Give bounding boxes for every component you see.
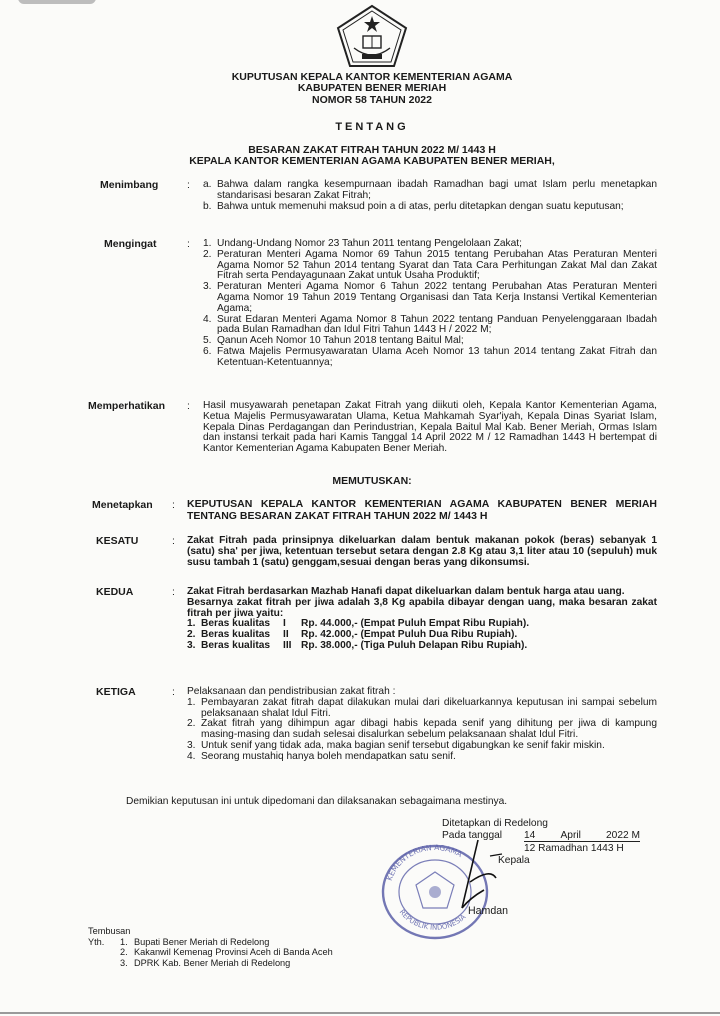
ditetapkan-place: Ditetapkan di Redelong [442, 818, 548, 829]
stamp-bottom-text: REPUBLIK INDONESIA [397, 908, 468, 932]
list-item: 5. Qanun Aceh Nomor 10 Tahun 2018 tentang Baitul Mal; [203, 335, 464, 347]
closing-statement: Demikian keputusan ini untuk dipedomani dan dilaksanakan sebagaimana mestinya. [126, 796, 508, 807]
memperhatikan-label: Memperhatikan [88, 400, 166, 412]
ketiga-label: KETIGA [96, 686, 136, 698]
memperhatikan-text: Hasil musyawarah penetapan Zakat Fitrah yang diikuti oleh, Kepala Kantor Kementerian Agama, Ketua Majelis Permusyawaratan Ulama, Ketua Mahkamah Syar'iyah, Kepala Dinas Syariat Islam, Kepala Dinas Perdagangan dan Perindustrian, Kepala Baitul Mal Kab. Bener Meriah, Ormas Islam dan instansi terkait pada hari Kamis Tanggal 14 April 2022 M / 12 Ramadhan 1443 H bertempat di Kantor Kementerian Agama Kabupaten Bener Meriah. [203, 400, 657, 455]
colon: : [187, 179, 190, 191]
colon: : [172, 686, 175, 698]
scan-edge-mark [18, 0, 96, 4]
pada-tanggal-label: Pada tanggal [442, 830, 503, 841]
date-hijri: 12 Ramadhan 1443 H [524, 843, 624, 854]
subject-line2: KEPALA KANTOR KEMENTERIAN AGAMA KABUPATEN BENER MERIAH, [189, 155, 555, 167]
tembusan-row: 3. DPRK Kab. Bener Meriah di Redelong [120, 957, 291, 968]
ketiga-block [187, 687, 657, 763]
kedua-block [187, 587, 657, 652]
list-item: 4. Seorang mustahiq hanya boleh mendapatkan satu senif. [187, 750, 456, 762]
list-item: 6. Fatwa Majelis Permusyawaratan Ulama Aceh Nomor 13 tahun 2014 tentang Zakat Fitrah dan Ketentuan-Ketentuannya; [203, 345, 657, 368]
list-item: 2. Peraturan Menteri Agama Nomor 69 Tahun 2015 tentang Perubahan Atas Peraturan Menteri Agama Nomor 52 Tahun 2014 tentang Syarat dan Tata Cara Perhitungan Zakat Mal dan Zakat Fitrah serta Pendayagunaan Zakat untuk Usaha Produktif; [203, 248, 657, 282]
list-item: 4. Surat Edaran Menteri Agama Nomor 8 Tahun 2022 tentang Panduan Penyelenggaraan Ibadah pada Bulan Ramadhan dan Idul Fitri Tahun 1443 H / 2022 M; [203, 313, 657, 336]
tembusan-row: Yth. 1. Bupati Bener Meriah di Redelong [88, 936, 270, 947]
colon: : [172, 499, 175, 511]
menimbang-list [203, 180, 657, 212]
page-bottom-edge [0, 1012, 720, 1014]
kepala-title: Kepala [498, 855, 530, 866]
colon: : [187, 238, 190, 250]
decree-number: NOMOR 58 TAHUN 2022 [311, 94, 432, 106]
tembusan-row: 2. Kakanwil Kemenag Provinsi Aceh di Banda Aceh [120, 947, 333, 957]
colon: : [172, 586, 175, 598]
memutuskan-heading: MEMUTUSKAN: [332, 475, 412, 487]
kedua-paragraph-1: Zakat Fitrah berdasarkan Mazhab Hanafi dapat dikeluarkan dalam bentuk harga atau uang. [187, 586, 625, 597]
price-row: 1. Beras kualitas I Rp. 44.000,- (Empat Puluh Empat Ribu Rupiah). [187, 618, 530, 630]
list-item: 2. Zakat fitrah yang dihimpun agar dibagi habis kepada senif yang dihitung per jiwa di kampung masing-masing dan sudah selesai disalurkan sebelum pelaksanaan shalat Idul Fitri. [187, 718, 657, 741]
ministry-logo-icon [336, 4, 408, 68]
kedua-label: KEDUA [96, 586, 134, 598]
tembusan-title: Tembusan [88, 926, 131, 936]
mengingat-label: Mengingat [104, 238, 157, 250]
decree-title-line1: KUPUTUSAN KEPALA KANTOR KEMENTERIAN AGAMA [231, 71, 513, 83]
price-row: 2. Beras kualitas II Rp. 42.000,- (Empat Puluh Dua Ribu Rupiah). [187, 629, 518, 641]
menetapkan-text: KEPUTUSAN KEPALA KANTOR KEMENTERIAN AGAMA KABUPATEN BENER MERIAH TENTANG BESARAN ZAKAT FITRAH TAHUN 2022 M/ 1443 H [187, 498, 657, 522]
ketiga-intro: Pelaksanaan dan pendistribusian zakat fitrah : [187, 686, 396, 697]
list-item: 3. Untuk senif yang tidak ada, maka bagian senif tersebut digabungkan ke senif fakir miskin. [187, 739, 605, 751]
colon: : [172, 535, 175, 547]
tembusan-block [88, 926, 333, 968]
mengingat-list [203, 239, 657, 369]
tentang-heading: TENTANG [335, 121, 409, 133]
menimbang-label: Menimbang [100, 179, 159, 191]
menetapkan-label: Menetapkan [92, 499, 153, 511]
list-item: 3. Peraturan Menteri Agama Nomor 6 Tahun 2022 tentang Perubahan Atas Peraturan Menteri Agama Nomor 19 Tahun 2019 Tentang Organisasi dan Tata Kerja Instansi Vertikal Kementerian Agama; [203, 281, 657, 314]
kedua-paragraph-2: Besarnya zakat fitrah per jiwa adalah 3,8 Kg apabila dibayar dengan uang, maka besaran zakat fitrah per jiwa yaitu: [187, 596, 657, 619]
stamp-top-text: KEMENTERIAN AGAMA [384, 842, 464, 882]
subject-line1: BESARAN ZAKAT FITRAH TAHUN 2022 M/ 1443 H [248, 144, 496, 156]
list-item: 1. Undang-Undang Nomor 23 Tahun 2011 tentang Pengelolaan Zakat; [203, 238, 522, 249]
date-gregorian: 14 April 2022 M [524, 830, 640, 841]
list-item: 1. Pembayaran zakat fitrah dapat dilakukan mulai dari dikeluarkannya keputusan ini sampai sebelum pelaksanaan shalat Idul Fitri. [187, 696, 657, 719]
list-item: b. Bahwa untuk memenuhi maksud poin a di atas, perlu ditetapkan dengan suatu keputusan; [203, 200, 624, 212]
kesatu-text: Zakat Fitrah pada prinsipnya dikeluarkan dalam bentuk makanan pokok (beras) sebanyak 1 (satu) sha' per jiwa, ketentuan tersebut setara dengan 2.8 Kg atau 3,1 liter atau 10 (sepuluh) muk susu tambah 1 (satu) genggam,sesuai dengan beras yang dikonsumsi. [187, 535, 657, 568]
decree-title-line2: KABUPATEN BENER MERIAH [297, 82, 447, 94]
kesatu-label: KESATU [96, 535, 139, 547]
colon: : [187, 400, 190, 412]
signatory-name: Hamdan [468, 905, 509, 917]
list-item: a. Bahwa dalam rangka kesempurnaan ibadah Ramadhan bagi umat Islam perlu menetapkan standarisasi besaran Zakat Fitrah; [203, 179, 657, 201]
price-row: 3. Beras kualitas III Rp. 38.000,- (Tiga Puluh Delapan Ribu Rupiah). [187, 639, 528, 651]
